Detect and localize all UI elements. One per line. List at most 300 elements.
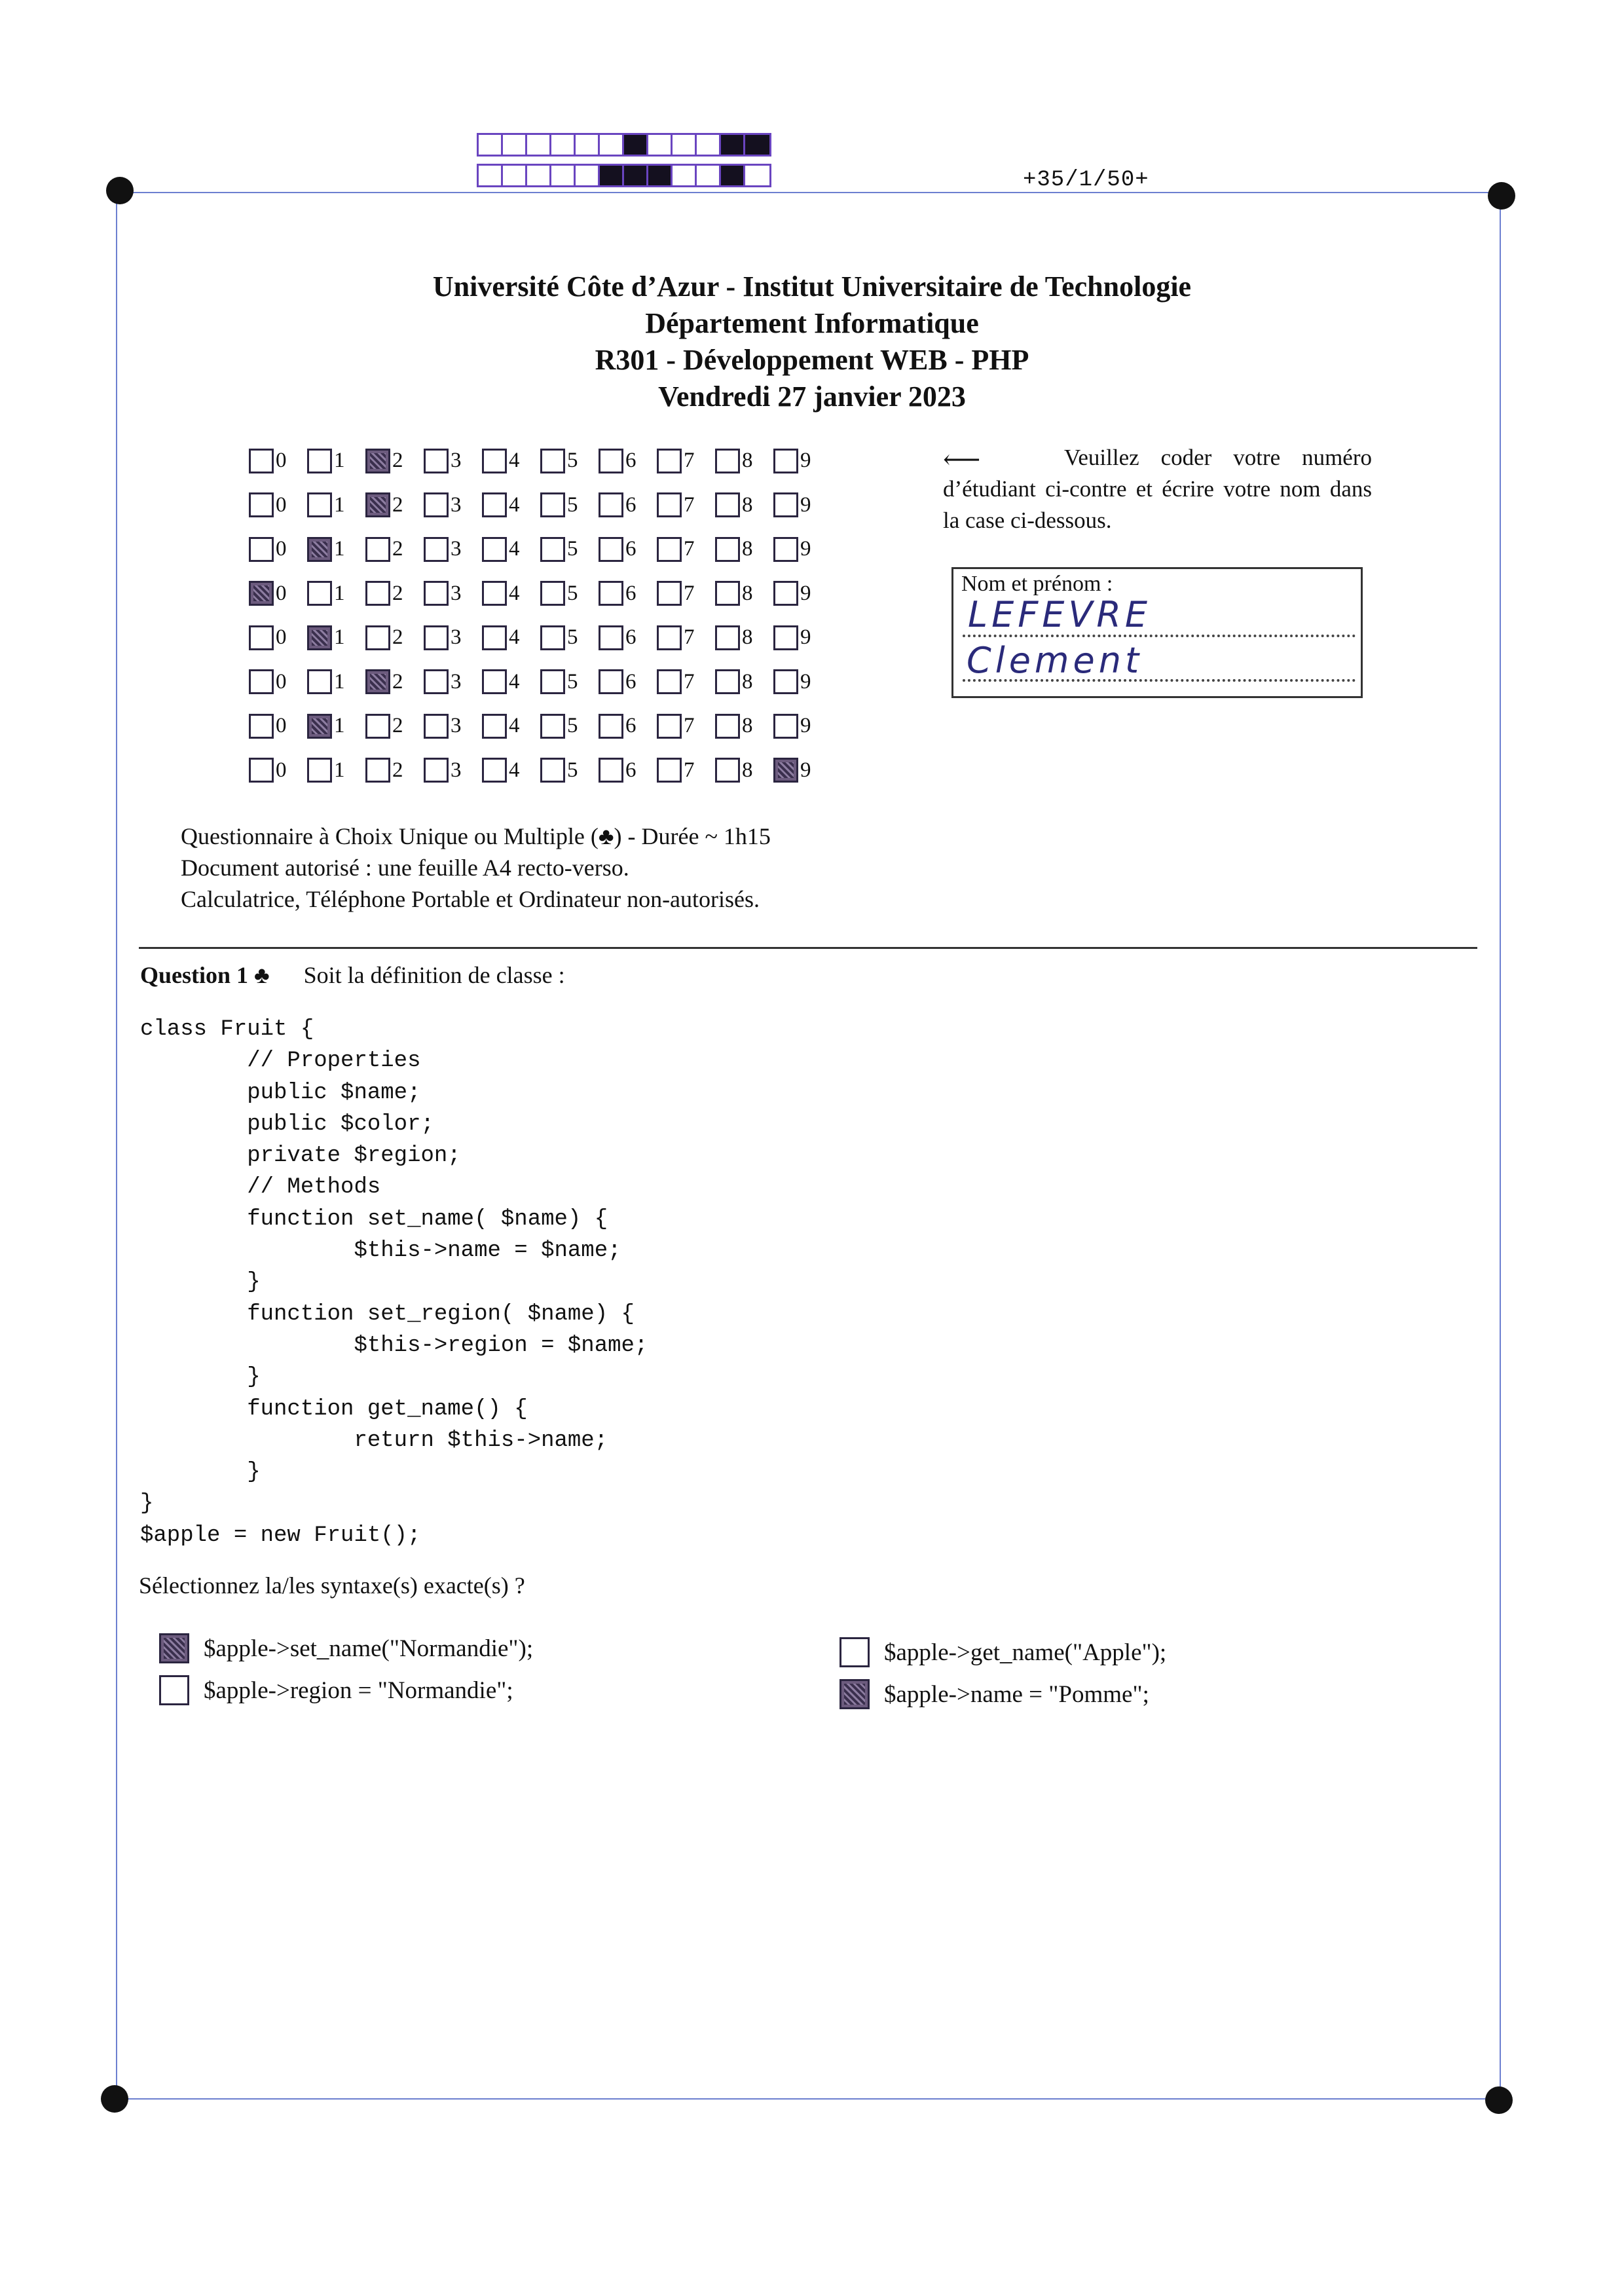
digit-checkbox[interactable] — [365, 537, 390, 562]
digit-label: 9 — [800, 714, 811, 738]
digit-option[interactable] — [540, 492, 599, 517]
digit-label: 3 — [451, 758, 462, 782]
digit-checkbox[interactable] — [715, 714, 740, 739]
name-box-label: Nom et prénom : — [961, 572, 1113, 596]
digit-checkbox[interactable] — [540, 449, 565, 473]
left-arrow-icon: ⟵ — [943, 445, 981, 474]
digit-option[interactable] — [365, 758, 424, 783]
digit-checkbox[interactable] — [249, 581, 274, 606]
digit-option[interactable] — [482, 492, 540, 517]
digit-label: 8 — [742, 758, 753, 782]
digit-option[interactable] — [307, 669, 365, 694]
digit-label: 0 — [276, 537, 287, 561]
code-cell — [503, 166, 527, 185]
digit-label: 2 — [392, 449, 403, 473]
digit-label: 3 — [451, 581, 462, 605]
digit-checkbox[interactable] — [715, 449, 740, 473]
code-cell — [479, 135, 503, 155]
digit-checkbox[interactable] — [599, 669, 623, 694]
digit-checkbox[interactable] — [657, 492, 682, 517]
digit-label: 7 — [684, 492, 695, 517]
digit-label: 5 — [567, 669, 578, 694]
digit-option[interactable] — [540, 669, 599, 694]
code-cell — [648, 166, 673, 185]
student-number-grid — [249, 439, 832, 792]
digit-label: 6 — [625, 449, 637, 473]
digit-checkbox[interactable] — [773, 669, 798, 694]
digit-option[interactable] — [657, 758, 715, 783]
digit-label: 0 — [276, 758, 287, 782]
digit-option[interactable] — [424, 669, 482, 694]
digit-option[interactable] — [599, 714, 657, 739]
digit-label: 1 — [334, 669, 345, 694]
digit-option[interactable] — [715, 714, 773, 739]
digit-checkbox[interactable] — [599, 758, 623, 783]
digit-checkbox[interactable] — [657, 669, 682, 694]
digit-checkbox[interactable] — [249, 537, 274, 562]
digit-checkbox[interactable] — [249, 492, 274, 517]
digit-label: 4 — [509, 625, 520, 650]
digit-option[interactable] — [365, 492, 424, 517]
digit-checkbox[interactable] — [249, 449, 274, 473]
digit-option[interactable] — [307, 537, 365, 562]
digit-option[interactable] — [540, 581, 599, 606]
digit-checkbox[interactable] — [599, 714, 623, 739]
code-cell — [576, 135, 600, 155]
digit-label: 7 — [684, 537, 695, 561]
digit-option[interactable] — [365, 625, 424, 650]
digit-checkbox[interactable] — [599, 449, 623, 473]
digit-option[interactable] — [307, 492, 365, 517]
name-box[interactable] — [951, 567, 1363, 698]
digit-option[interactable] — [599, 625, 657, 650]
info-line-document: Document autorisé : une feuille A4 recto-verso. — [181, 855, 629, 881]
exam-info — [181, 821, 771, 915]
digit-checkbox[interactable] — [482, 625, 507, 650]
digit-label: 9 — [800, 758, 811, 782]
digit-label: 5 — [567, 449, 578, 473]
digit-checkbox[interactable] — [307, 669, 332, 694]
student-number-row — [249, 527, 832, 572]
digit-label: 7 — [684, 581, 695, 605]
digit-checkbox[interactable] — [482, 449, 507, 473]
digit-option[interactable] — [715, 758, 773, 783]
digit-checkbox[interactable] — [424, 758, 449, 783]
code-cell — [600, 135, 624, 155]
digit-option[interactable] — [307, 714, 365, 739]
digit-checkbox[interactable] — [715, 537, 740, 562]
frame-bottom-line — [115, 2098, 1498, 2100]
digit-label: 6 — [625, 625, 637, 650]
digit-label: 2 — [392, 492, 403, 517]
answer-text-2: $apple->region = "Normandie"; — [204, 1676, 513, 1704]
digit-label: 3 — [451, 492, 462, 517]
code-cell — [551, 135, 576, 155]
digit-option[interactable] — [773, 449, 832, 473]
digit-option[interactable] — [249, 537, 307, 562]
digit-option[interactable] — [657, 714, 715, 739]
digit-checkbox[interactable] — [599, 581, 623, 606]
digit-option[interactable] — [599, 492, 657, 517]
digit-label: 2 — [392, 581, 403, 605]
digit-checkbox[interactable] — [657, 758, 682, 783]
digit-checkbox[interactable] — [715, 758, 740, 783]
digit-label: 5 — [567, 714, 578, 738]
code-cell — [527, 135, 551, 155]
digit-option[interactable] — [424, 758, 482, 783]
digit-label: 6 — [625, 581, 637, 605]
digit-option[interactable] — [540, 714, 599, 739]
digit-label: 2 — [392, 669, 403, 694]
digit-option[interactable] — [773, 537, 832, 562]
code-cell — [673, 166, 697, 185]
digit-option[interactable] — [540, 758, 599, 783]
student-number-instruction: Veuillez coder votre numéro d’étudiant ci-contre et écrire votre nom dans la case ci-dessous. — [943, 445, 1372, 533]
digit-checkbox[interactable] — [307, 449, 332, 473]
answer-checkbox-2[interactable] — [159, 1675, 189, 1705]
digit-label: 9 — [800, 449, 811, 473]
digit-label: 6 — [625, 537, 637, 561]
digit-checkbox[interactable] — [307, 492, 332, 517]
digit-option[interactable] — [249, 758, 307, 783]
corner-marker-top-right — [1488, 182, 1515, 210]
digit-label: 3 — [451, 537, 462, 561]
digit-checkbox[interactable] — [657, 625, 682, 650]
digit-option[interactable] — [249, 492, 307, 517]
digit-option[interactable] — [424, 537, 482, 562]
digit-option[interactable] — [715, 581, 773, 606]
digit-label: 1 — [334, 714, 345, 738]
info-line-devices: Calculatrice, Téléphone Portable et Ordinateur non-autorisés. — [181, 886, 760, 912]
sheet-code-row-1 — [477, 133, 771, 157]
digit-option[interactable] — [249, 625, 307, 650]
digit-checkbox[interactable] — [599, 492, 623, 517]
digit-option[interactable] — [715, 492, 773, 517]
digit-checkbox[interactable] — [482, 758, 507, 783]
header-department: Département Informatique — [645, 307, 979, 339]
digit-checkbox[interactable] — [424, 449, 449, 473]
digit-checkbox[interactable] — [657, 581, 682, 606]
digit-option[interactable] — [599, 581, 657, 606]
digit-option[interactable] — [540, 449, 599, 473]
answer-checkbox-3[interactable] — [840, 1637, 870, 1667]
digit-option[interactable] — [249, 669, 307, 694]
digit-checkbox[interactable] — [599, 625, 623, 650]
digit-label: 6 — [625, 492, 637, 517]
digit-label: 4 — [509, 714, 520, 738]
digit-checkbox[interactable] — [424, 714, 449, 739]
digit-option[interactable] — [482, 669, 540, 694]
digit-option[interactable] — [482, 537, 540, 562]
code-cell — [745, 135, 769, 155]
digit-checkbox[interactable] — [540, 669, 565, 694]
digit-option[interactable] — [365, 581, 424, 606]
digit-label: 5 — [567, 537, 578, 561]
digit-checkbox[interactable] — [307, 581, 332, 606]
digit-label: 4 — [509, 758, 520, 782]
digit-option[interactable] — [482, 625, 540, 650]
digit-label: 3 — [451, 669, 462, 694]
digit-label: 0 — [276, 492, 287, 517]
code-block: class Fruit { // Properties public $name; public $color; private $region; // Methods function set_name( $name) { $this->name = $name; } function set_region( $name) { $this->region = $name; } function get_name() { return $this->name; } } $apple = new Fruit(); — [140, 1017, 648, 1548]
digit-label: 5 — [567, 625, 578, 650]
digit-option[interactable] — [365, 537, 424, 562]
digit-option[interactable] — [424, 492, 482, 517]
digit-label: 4 — [509, 449, 520, 473]
digit-checkbox[interactable] — [307, 758, 332, 783]
digit-option[interactable] — [715, 625, 773, 650]
digit-option[interactable] — [599, 669, 657, 694]
digit-checkbox[interactable] — [424, 492, 449, 517]
digit-checkbox[interactable] — [424, 669, 449, 694]
digit-option[interactable] — [599, 537, 657, 562]
digit-checkbox[interactable] — [307, 625, 332, 650]
digit-label: 1 — [334, 625, 345, 650]
digit-checkbox[interactable] — [365, 492, 390, 517]
student-number-row — [249, 616, 832, 660]
digit-checkbox[interactable] — [365, 758, 390, 783]
digit-label: 6 — [625, 714, 637, 738]
digit-label: 5 — [567, 581, 578, 605]
code-cell — [648, 135, 673, 155]
digit-checkbox[interactable] — [365, 449, 390, 473]
digit-option[interactable] — [424, 449, 482, 473]
digit-option[interactable] — [657, 625, 715, 650]
digit-checkbox[interactable] — [365, 581, 390, 606]
digit-checkbox[interactable] — [307, 714, 332, 739]
digit-label: 5 — [567, 758, 578, 782]
digit-checkbox[interactable] — [424, 537, 449, 562]
digit-label: 0 — [276, 449, 287, 473]
digit-checkbox[interactable] — [365, 625, 390, 650]
answer-option-3[interactable] — [840, 1637, 1166, 1667]
digit-label: 7 — [684, 758, 695, 782]
digit-label: 2 — [392, 537, 403, 561]
digit-option[interactable] — [657, 669, 715, 694]
digit-label: 2 — [392, 714, 403, 738]
digit-checkbox[interactable] — [657, 537, 682, 562]
digit-option[interactable] — [482, 581, 540, 606]
digit-checkbox[interactable] — [540, 714, 565, 739]
digit-label: 0 — [276, 581, 287, 605]
digit-label: 1 — [334, 581, 345, 605]
digit-checkbox[interactable] — [365, 714, 390, 739]
digit-checkbox[interactable] — [482, 581, 507, 606]
digit-checkbox[interactable] — [307, 537, 332, 562]
digit-checkbox[interactable] — [773, 581, 798, 606]
answer-checkbox-1[interactable] — [159, 1633, 189, 1663]
answer-option-4[interactable] — [840, 1679, 1149, 1709]
digit-checkbox[interactable] — [365, 669, 390, 694]
digit-label: 1 — [334, 449, 345, 473]
digit-label: 5 — [567, 492, 578, 517]
digit-label: 4 — [509, 537, 520, 561]
digit-option[interactable] — [773, 492, 832, 517]
digit-label: 0 — [276, 714, 287, 738]
code-cell — [721, 166, 745, 185]
digit-label: 6 — [625, 758, 637, 782]
digit-checkbox[interactable] — [773, 492, 798, 517]
digit-label: 2 — [392, 758, 403, 782]
digit-checkbox[interactable] — [540, 492, 565, 517]
digit-option[interactable] — [773, 669, 832, 694]
digit-checkbox[interactable] — [540, 625, 565, 650]
digit-option[interactable] — [715, 669, 773, 694]
digit-label: 8 — [742, 714, 753, 738]
digit-option[interactable] — [540, 625, 599, 650]
digit-checkbox[interactable] — [249, 714, 274, 739]
digit-checkbox[interactable] — [657, 714, 682, 739]
handwritten-last-name: LEFEVRE — [968, 594, 1151, 635]
digit-checkbox[interactable] — [715, 625, 740, 650]
digit-option[interactable] — [657, 537, 715, 562]
digit-label: 7 — [684, 625, 695, 650]
frame-left-line — [116, 193, 117, 2099]
digit-label: 9 — [800, 581, 811, 605]
code-cell — [576, 166, 600, 185]
digit-option[interactable] — [307, 581, 365, 606]
sheet-id: +35/1/50+ — [1023, 168, 1149, 193]
digit-label: 9 — [800, 537, 811, 561]
code-cell — [600, 166, 624, 185]
student-number-row — [249, 749, 832, 793]
frame-top-line — [119, 192, 1501, 193]
digit-option[interactable] — [773, 714, 832, 739]
student-number-row — [249, 704, 832, 749]
question-title — [140, 961, 565, 989]
digit-label: 8 — [742, 537, 753, 561]
digit-option[interactable] — [307, 625, 365, 650]
digit-checkbox[interactable] — [424, 581, 449, 606]
digit-label: 0 — [276, 669, 287, 694]
digit-option[interactable] — [307, 758, 365, 783]
digit-label: 8 — [742, 449, 753, 473]
digit-checkbox[interactable] — [599, 537, 623, 562]
digit-checkbox[interactable] — [424, 625, 449, 650]
exam-header — [236, 268, 1388, 415]
code-cell — [624, 135, 648, 155]
header-date: Vendredi 27 janvier 2023 — [658, 380, 966, 413]
answer-text-4: $apple->name = "Pomme"; — [884, 1680, 1149, 1708]
student-number-row — [249, 483, 832, 528]
digit-checkbox[interactable] — [482, 669, 507, 694]
digit-checkbox[interactable] — [773, 714, 798, 739]
handwritten-first-name: Clement — [967, 640, 1143, 681]
corner-marker-bottom-right — [1485, 2086, 1513, 2114]
answer-text-3: $apple->get_name("Apple"); — [884, 1639, 1167, 1666]
digit-checkbox[interactable] — [715, 492, 740, 517]
digit-checkbox[interactable] — [482, 714, 507, 739]
code-cell — [503, 135, 527, 155]
digit-label: 9 — [800, 669, 811, 694]
digit-option[interactable] — [249, 449, 307, 473]
digit-checkbox[interactable] — [540, 758, 565, 783]
digit-label: 6 — [625, 669, 637, 694]
student-number-row — [249, 439, 832, 483]
digit-option[interactable] — [657, 492, 715, 517]
digit-label: 4 — [509, 581, 520, 605]
digit-option[interactable] — [715, 449, 773, 473]
code-cell — [721, 135, 745, 155]
code-cell — [745, 166, 769, 185]
digit-label: 8 — [742, 581, 753, 605]
digit-checkbox[interactable] — [773, 537, 798, 562]
digit-option[interactable] — [424, 714, 482, 739]
digit-option[interactable] — [657, 581, 715, 606]
digit-label: 7 — [684, 669, 695, 694]
digit-option[interactable] — [482, 758, 540, 783]
answer-option-2[interactable] — [159, 1675, 513, 1705]
digit-label: 9 — [800, 625, 811, 650]
code-cell — [697, 166, 721, 185]
digit-option[interactable] — [365, 714, 424, 739]
digit-option[interactable] — [307, 449, 365, 473]
digit-label: 4 — [509, 492, 520, 517]
digit-checkbox[interactable] — [773, 758, 798, 783]
digit-option[interactable] — [773, 625, 832, 650]
digit-option[interactable] — [365, 669, 424, 694]
digit-option[interactable] — [482, 714, 540, 739]
digit-label: 7 — [684, 449, 695, 473]
digit-option[interactable] — [424, 625, 482, 650]
digit-checkbox[interactable] — [482, 492, 507, 517]
separator-line — [139, 947, 1477, 949]
digit-option[interactable] — [715, 537, 773, 562]
answer-option-1[interactable] — [159, 1633, 533, 1663]
corner-marker-top-left — [106, 177, 134, 204]
digit-checkbox[interactable] — [773, 625, 798, 650]
digit-option[interactable] — [599, 449, 657, 473]
digit-label: 8 — [742, 492, 753, 517]
digit-option[interactable] — [482, 449, 540, 473]
digit-label: 8 — [742, 625, 753, 650]
digit-label: 8 — [742, 669, 753, 694]
digit-option[interactable] — [424, 581, 482, 606]
code-cell — [551, 166, 576, 185]
digit-checkbox[interactable] — [773, 449, 798, 473]
digit-label: 7 — [684, 714, 695, 738]
digit-option[interactable] — [599, 758, 657, 783]
digit-label: 0 — [276, 625, 287, 650]
digit-label: 1 — [334, 537, 345, 561]
digit-option[interactable] — [365, 449, 424, 473]
digit-label: 1 — [334, 492, 345, 517]
digit-checkbox[interactable] — [249, 625, 274, 650]
digit-label: 2 — [392, 625, 403, 650]
code-cell — [624, 166, 648, 185]
student-number-row — [249, 660, 832, 705]
digit-checkbox[interactable] — [657, 449, 682, 473]
digit-option[interactable] — [773, 758, 832, 783]
digit-option[interactable] — [540, 537, 599, 562]
digit-label: 1 — [334, 758, 345, 782]
code-cell — [527, 166, 551, 185]
digit-checkbox[interactable] — [249, 758, 274, 783]
digit-label: 9 — [800, 492, 811, 517]
digit-option[interactable] — [657, 449, 715, 473]
answer-checkbox-4[interactable] — [840, 1679, 870, 1709]
digit-label: 3 — [451, 625, 462, 650]
digit-checkbox[interactable] — [715, 581, 740, 606]
digit-checkbox[interactable] — [482, 537, 507, 562]
digit-option[interactable] — [249, 714, 307, 739]
digit-option[interactable] — [773, 581, 832, 606]
digit-checkbox[interactable] — [540, 537, 565, 562]
digit-checkbox[interactable] — [540, 581, 565, 606]
digit-option[interactable] — [249, 581, 307, 606]
digit-checkbox[interactable] — [715, 669, 740, 694]
digit-checkbox[interactable] — [249, 669, 274, 694]
